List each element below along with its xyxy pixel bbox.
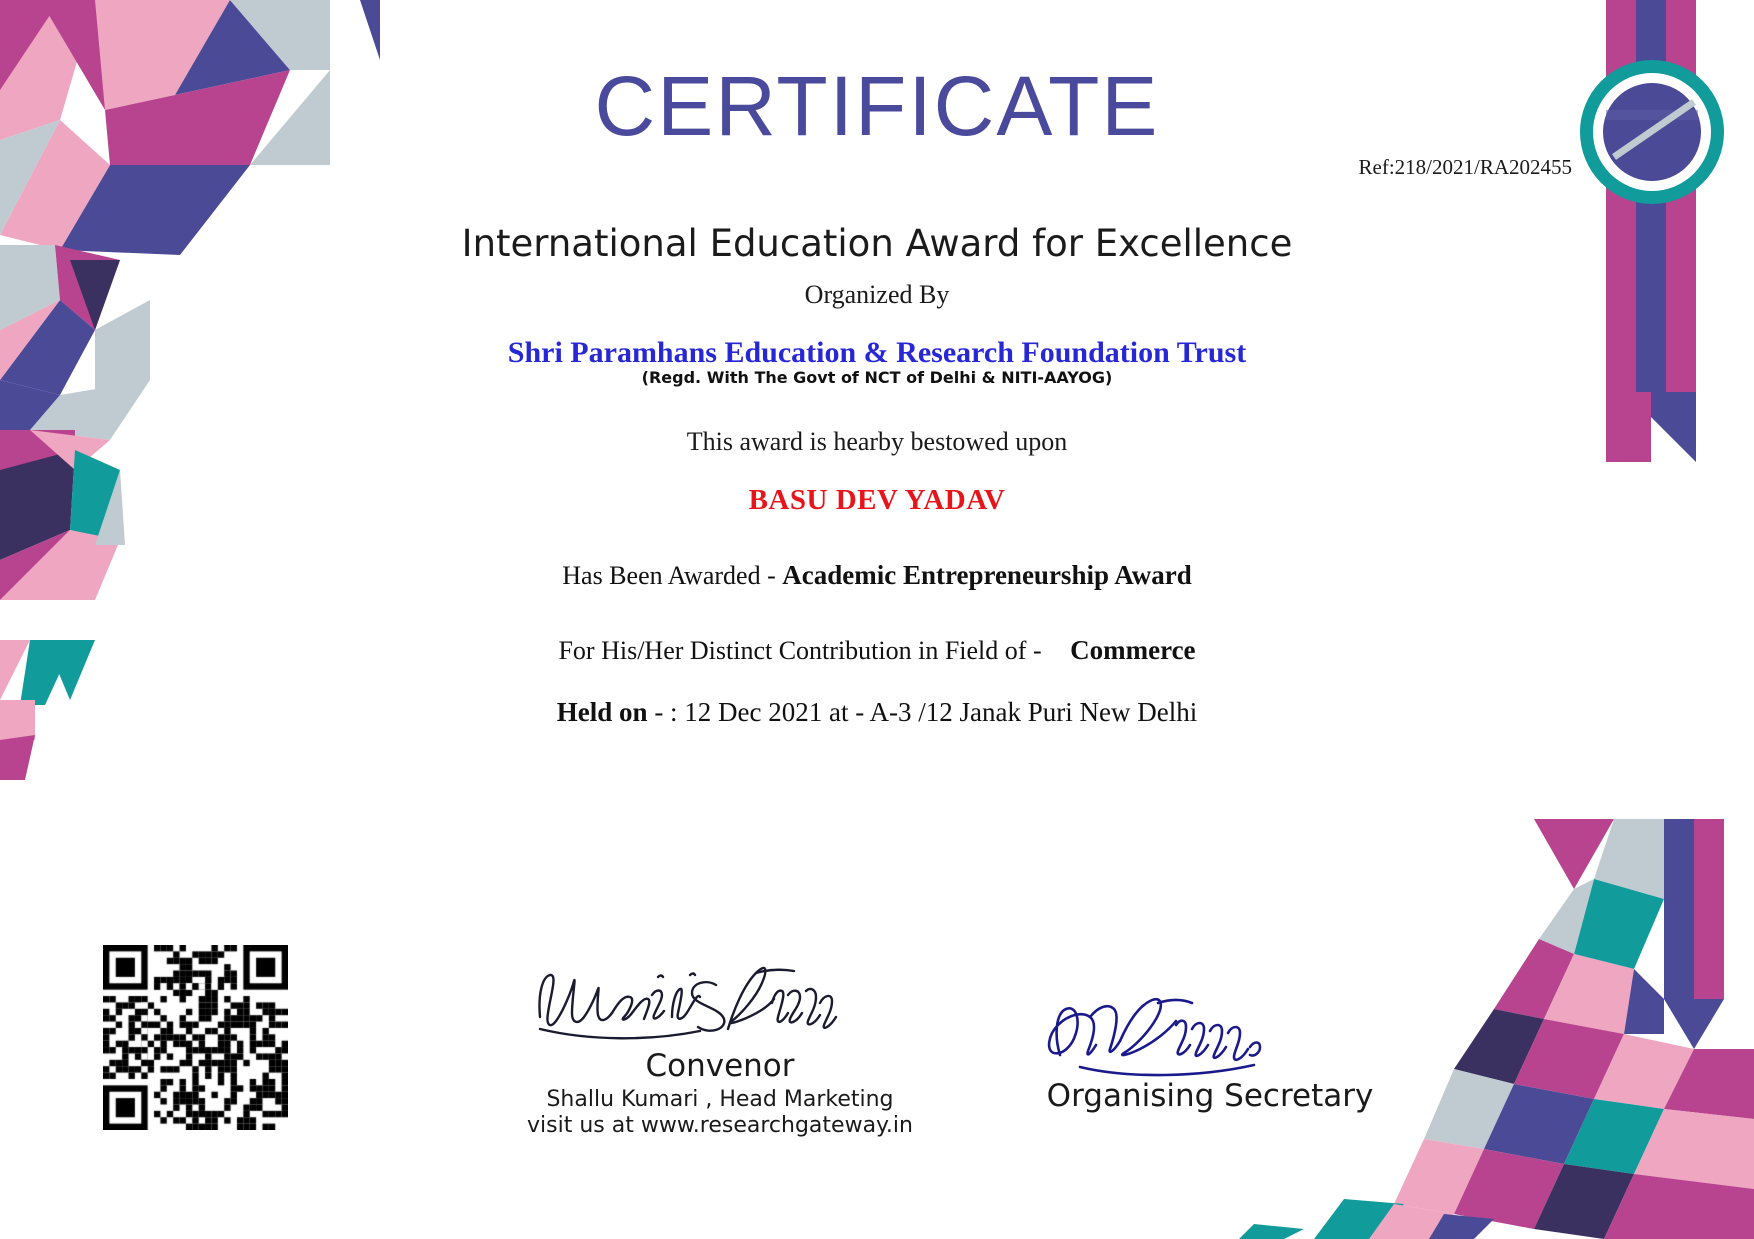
signature-detail-convenor	[520, 1087, 920, 1141]
qr-code[interactable]	[103, 945, 288, 1130]
signature-mark-convenor	[520, 955, 920, 1050]
signature-block-convenor	[520, 955, 920, 1140]
held-label: Held on	[556, 697, 648, 727]
signature-role-secretary: Organising Secretary	[1046, 1078, 1374, 1114]
organization-registration: (Regd. With The Govt of NCT of Delhi & NITI-AAYOG)	[641, 368, 1113, 387]
field-value: Commerce	[1070, 635, 1196, 665]
awarded-label: Has Been Awarded -	[562, 561, 783, 590]
signature-detail-line-2: visit us at www.researchgateway.in	[527, 1113, 913, 1139]
signature-block-secretary	[1010, 985, 1410, 1113]
page-title: CERTIFICATE	[594, 59, 1160, 153]
held-line	[0, 697, 1754, 728]
signature-role-convenor: Convenor	[645, 1048, 795, 1084]
organized-by-label: Organized By	[804, 280, 950, 309]
field-line	[0, 635, 1754, 666]
signature-detail-line-1: Shallu Kumari , Head Marketing	[546, 1086, 894, 1112]
reference-number: Ref:218/2021/RA202455	[1358, 155, 1572, 179]
award-title: International Education Award for Excellence	[461, 222, 1293, 265]
awarded-line	[0, 560, 1754, 591]
recipient-name: BASU DEV YADAV	[748, 484, 1006, 516]
field-label: For His/Her Distinct Contribution in Field of -	[558, 636, 1049, 665]
organization-name: Shri Paramhans Education & Research Foundation Trust	[507, 336, 1247, 369]
bestowed-text: This award is hearby bestowed upon	[686, 427, 1068, 456]
held-value: - : 12 Dec 2021 at - A-3 /12 Janak Puri New Delhi	[654, 697, 1198, 727]
awarded-value: Academic Entrepreneurship Award	[782, 560, 1192, 590]
signature-mark-secretary	[1010, 985, 1410, 1080]
